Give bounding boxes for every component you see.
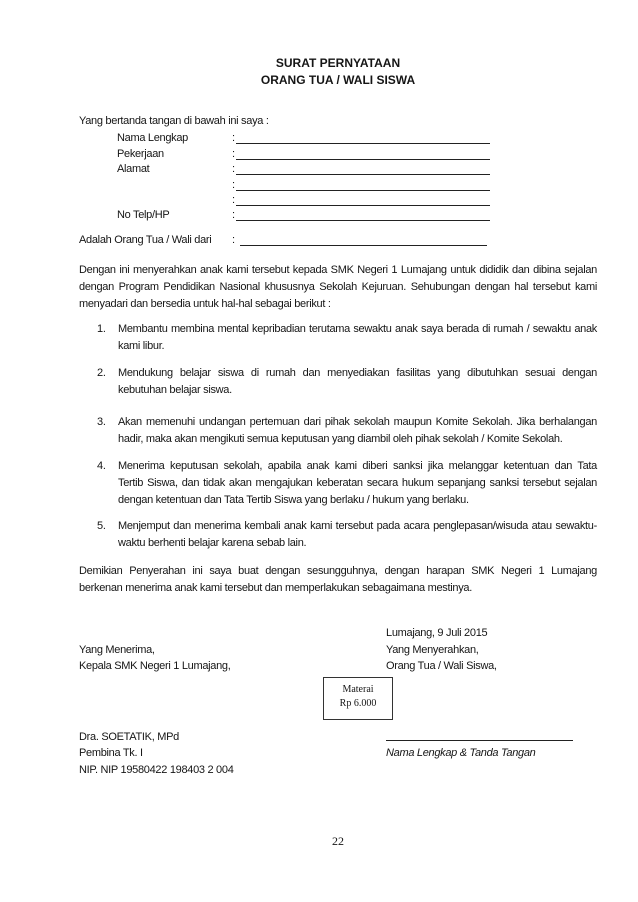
form-colon: : (232, 209, 235, 221)
place-date: Lumajang, 9 Juli 2015 (386, 627, 488, 639)
form-row-phone (117, 208, 497, 223)
paragraph-line: berkenan menerima anak kami tersebut dan memperlakukan sebagaimana mestinya. (79, 582, 472, 594)
form-row-full-name (117, 131, 497, 146)
form-row-address-cont (117, 178, 497, 193)
item-number: 1. (97, 323, 106, 335)
form-colon: : (232, 194, 235, 206)
guardian-of-row (79, 232, 499, 249)
form-label: Pekerjaan (117, 147, 164, 160)
paragraph-line: Dengan ini menyerahkan anak kami tersebut kepada SMK Negeri 1 Lumajang untuk dididik dan dibina sejalan (79, 264, 597, 276)
stamp-value: Rp 6.000 (339, 698, 377, 709)
item-text-line: hadir, maka akan mengikuti semua keputusan yang diambil oleh pihak sekolah / Komite Sekolah. (118, 433, 563, 445)
fill-in-blank (236, 193, 490, 206)
paragraph-line: Demikian Penyerahan ini saya buat dengan sesungguhnya, dengan harapan SMK Negeri 1 Lumajang (79, 565, 597, 577)
fill-in-blank (236, 131, 490, 144)
fill-in-blank (236, 162, 490, 175)
item-text-line: Menerima keputusan sekolah, apabila anak kami diberi sanksi jika melanggar ketentuan dan Tata (118, 460, 597, 472)
item-number: 4. (97, 460, 106, 472)
form-colon: : (232, 147, 235, 160)
document-title: SURAT PERNYATAAN (275, 56, 401, 70)
statement-paragraph (79, 262, 597, 313)
form-row-address (117, 162, 497, 177)
form-label: Nama Lengkap (117, 132, 189, 144)
form-label: Alamat (117, 163, 150, 175)
paragraph-line: dengan Program Pendidikan Nasional khususnya Sekolah Kejuruan. Sehubungan dengan hal tersebut kami (79, 281, 597, 293)
receiver-name: Dra. SOETATIK, MPd (79, 731, 179, 743)
form-colon: : (232, 178, 235, 191)
fill-in-blank (240, 232, 487, 246)
item-text (118, 365, 597, 399)
item-text (118, 414, 597, 448)
stamp-label: Materai (342, 684, 374, 695)
item-text-line: Membantu membina mental kepribadian terutama sewaktu anak saya berada di rumah / sewaktu anak (118, 323, 597, 335)
item-text-line: kebutuhan belajar siswa. (118, 384, 232, 396)
form-row-occupation (117, 147, 497, 162)
fill-in-blank (236, 178, 490, 191)
intro-text: Yang bertanda tangan di bawah ini saya : (79, 115, 269, 127)
form-colon: : (232, 234, 235, 246)
receiver-rank: Pembina Tk. I (79, 747, 143, 759)
item-text-line: Tertib Siswa, dan tidak akan mengajukan keberatan secara hukum sepanjang sanksi tersebut sejalan (118, 477, 597, 489)
guardian-label: Adalah Orang Tua / Wali dari (79, 234, 212, 246)
item-text-line: kami libur. (118, 340, 165, 352)
revenue-stamp-box (323, 677, 393, 720)
item-text-line: Akan memenuhi undangan pertemuan dari pihak sekolah maupun Komite Sekolah. Jika berhalangan (118, 416, 597, 428)
item-text-line: Menjemput dan menerima kembali anak kami tersebut pada acara penglepasan/wisuda atau sewaktu- (118, 520, 597, 532)
form-colon: : (232, 163, 235, 175)
fill-in-blank (236, 147, 490, 160)
item-number: 3. (97, 416, 106, 428)
item-text-line: waktu berhenti belajar karena sebab lain. (118, 537, 307, 549)
receiver-title: Kepala SMK Negeri 1 Lumajang, (79, 660, 231, 672)
item-text (118, 458, 597, 509)
receiver-nip: NIP. NIP 19580422 198403 2 004 (79, 764, 234, 776)
item-number: 5. (97, 520, 106, 532)
page-number: 22 (332, 834, 344, 848)
form-row-address-cont (117, 193, 497, 208)
paragraph-line: menyadari dan bersedia untuk hal-hal sebagai berikut : (79, 298, 331, 310)
submitter-role: Yang Menyerahkan, (386, 644, 479, 656)
item-text-line: Mendukung belajar siswa di rumah dan menyediakan fasilitas yang dibutuhkan sesuai dengan (118, 367, 597, 379)
form-colon: : (232, 132, 235, 144)
item-text-line: dengan ketentuan dan Tata Tertib Siswa yang berlaku / hukum yang berlaku. (118, 494, 469, 506)
fill-in-blank (236, 208, 490, 221)
item-text (118, 321, 597, 355)
signature-line (386, 740, 573, 741)
closing-paragraph (79, 563, 597, 597)
document-subtitle: ORANG TUA / WALI SISWA (260, 73, 416, 87)
submitter-title: Orang Tua / Wali Siswa, (386, 660, 497, 672)
form-label: No Telp/HP (117, 209, 170, 221)
receiver-role: Yang Menerima, (79, 644, 155, 656)
item-text (118, 518, 597, 552)
item-number: 2. (97, 367, 106, 379)
submitter-name-caption: Nama Lengkap & Tanda Tangan (386, 747, 536, 759)
